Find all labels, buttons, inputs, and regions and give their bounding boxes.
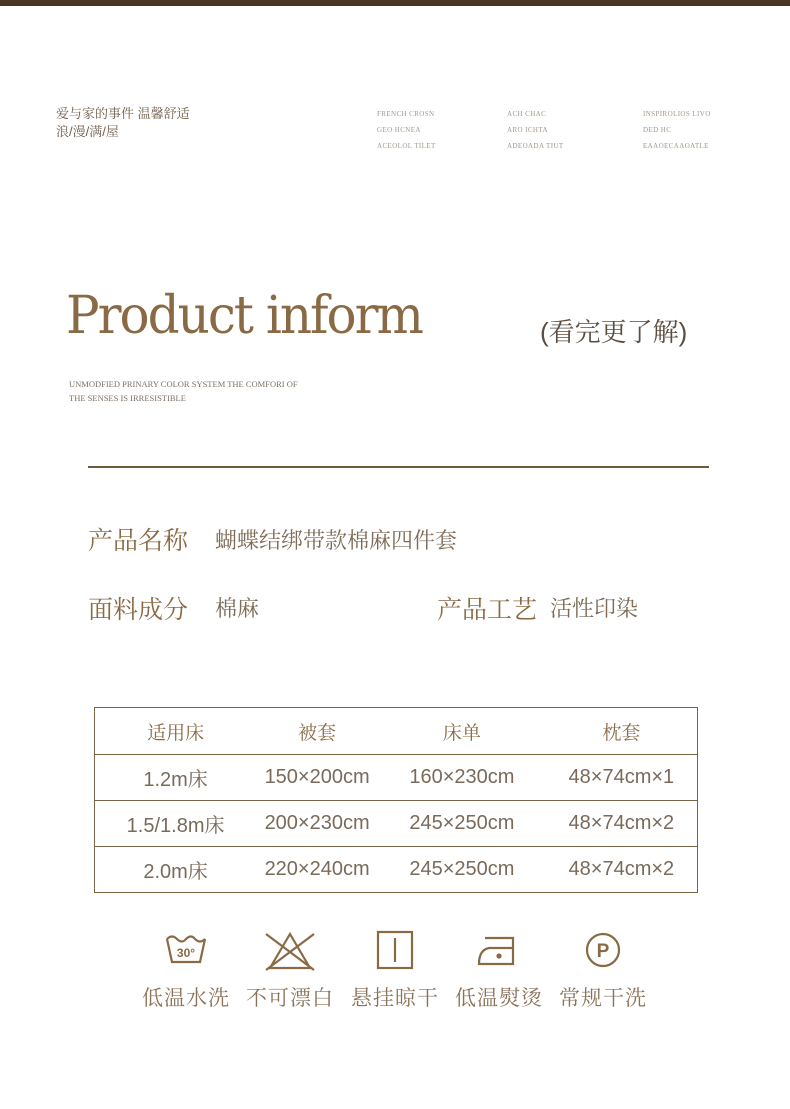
low-iron-icon [475,928,523,972]
decor-text: FRENCH CROSN [377,110,435,118]
care-item-hang-dry [345,928,445,1012]
table-cell: 1.2m床 [95,755,257,801]
decor-text-column-3 [643,106,711,154]
wash-temp-text: 30° [176,946,196,960]
table-header-row [95,708,698,755]
care-item-dry-clean [553,928,653,1012]
craft-label: 产品工艺 [437,596,538,624]
table-header: 枕套 [546,708,698,755]
slogan-line-1: 爱与家的事件 温馨舒适 [56,106,190,121]
fabric-value: 棉麻 [215,596,260,621]
hang-dry-icon [375,928,415,972]
product-name-label: 产品名称 [88,527,189,555]
table-cell: 245×250cm [409,858,515,880]
decor-text-column-2 [507,106,564,154]
care-label: 悬挂晾干 [351,987,439,1010]
care-item-wash [136,928,236,1012]
table-cell: 2.0m床 [143,861,208,883]
decor-text: INSPIROLIOS LIVO [643,110,711,118]
care-label: 不可漂白 [246,987,334,1010]
section-divider [88,466,709,468]
care-item-no-bleach [240,928,340,1012]
care-item-low-iron [449,928,549,1012]
fabric-label: 面料成分 [88,596,189,624]
decor-text: EAAOECAAOATLE [643,142,709,150]
dry-clean-letter: P [596,941,610,962]
table-cell: 1.5/1.8m床 [95,801,257,847]
decor-text-column-1 [377,106,436,154]
subtitle-line-1: UNMODFIED PRINARY COLOR SYSTEM THE COMFORI OF [69,379,298,389]
table-cell: 160×230cm [378,755,546,801]
decor-text: DED HC [643,126,672,134]
table-cell: 220×240cm [264,858,370,880]
subtitle-line-2: THE SENSES IS IRRESISTIBLE [69,393,186,403]
learn-more-hint: (看完更了解) [540,317,688,347]
product-name-value: 蝴蝶结绑带款棉麻四件套 [215,528,458,553]
table-row [95,755,698,801]
table-header: 被套 [256,708,378,755]
dry-clean-p-icon [581,928,625,972]
table-row [95,847,698,893]
no-bleach-icon [262,928,318,972]
table-row [95,801,698,847]
table-cell: 48×74cm×1 [546,755,698,801]
table-cell: 200×230cm [256,801,378,847]
page-title: Product inform [66,284,422,346]
care-label: 低温水洗 [142,987,230,1010]
table-cell: 48×74cm×2 [568,858,675,880]
care-label: 常规干洗 [559,987,647,1010]
table-cell: 245×250cm [378,801,546,847]
decor-text: ACEOLOL TILET [377,142,436,150]
table-header: 床单 [378,708,546,755]
table-cell: 150×200cm [256,755,378,801]
table-header: 适用床 [95,708,257,755]
page-subtitle [69,377,298,405]
decor-text: GEO HCNEA [377,126,421,134]
care-label: 低温熨烫 [455,987,543,1010]
craft-value: 活性印染 [550,596,639,621]
slogan-line-2: 浪/漫/满/屋 [56,124,119,139]
table-cell: 48×74cm×2 [546,801,698,847]
slogan [56,105,190,141]
decor-text: ARO ICHTA [507,126,548,134]
wash-30-icon [161,928,211,972]
decor-text: ADEOADA TIUT [507,142,564,150]
size-table [94,707,698,893]
top-bar [0,0,790,6]
decor-text: ACH CHAC [507,110,547,118]
